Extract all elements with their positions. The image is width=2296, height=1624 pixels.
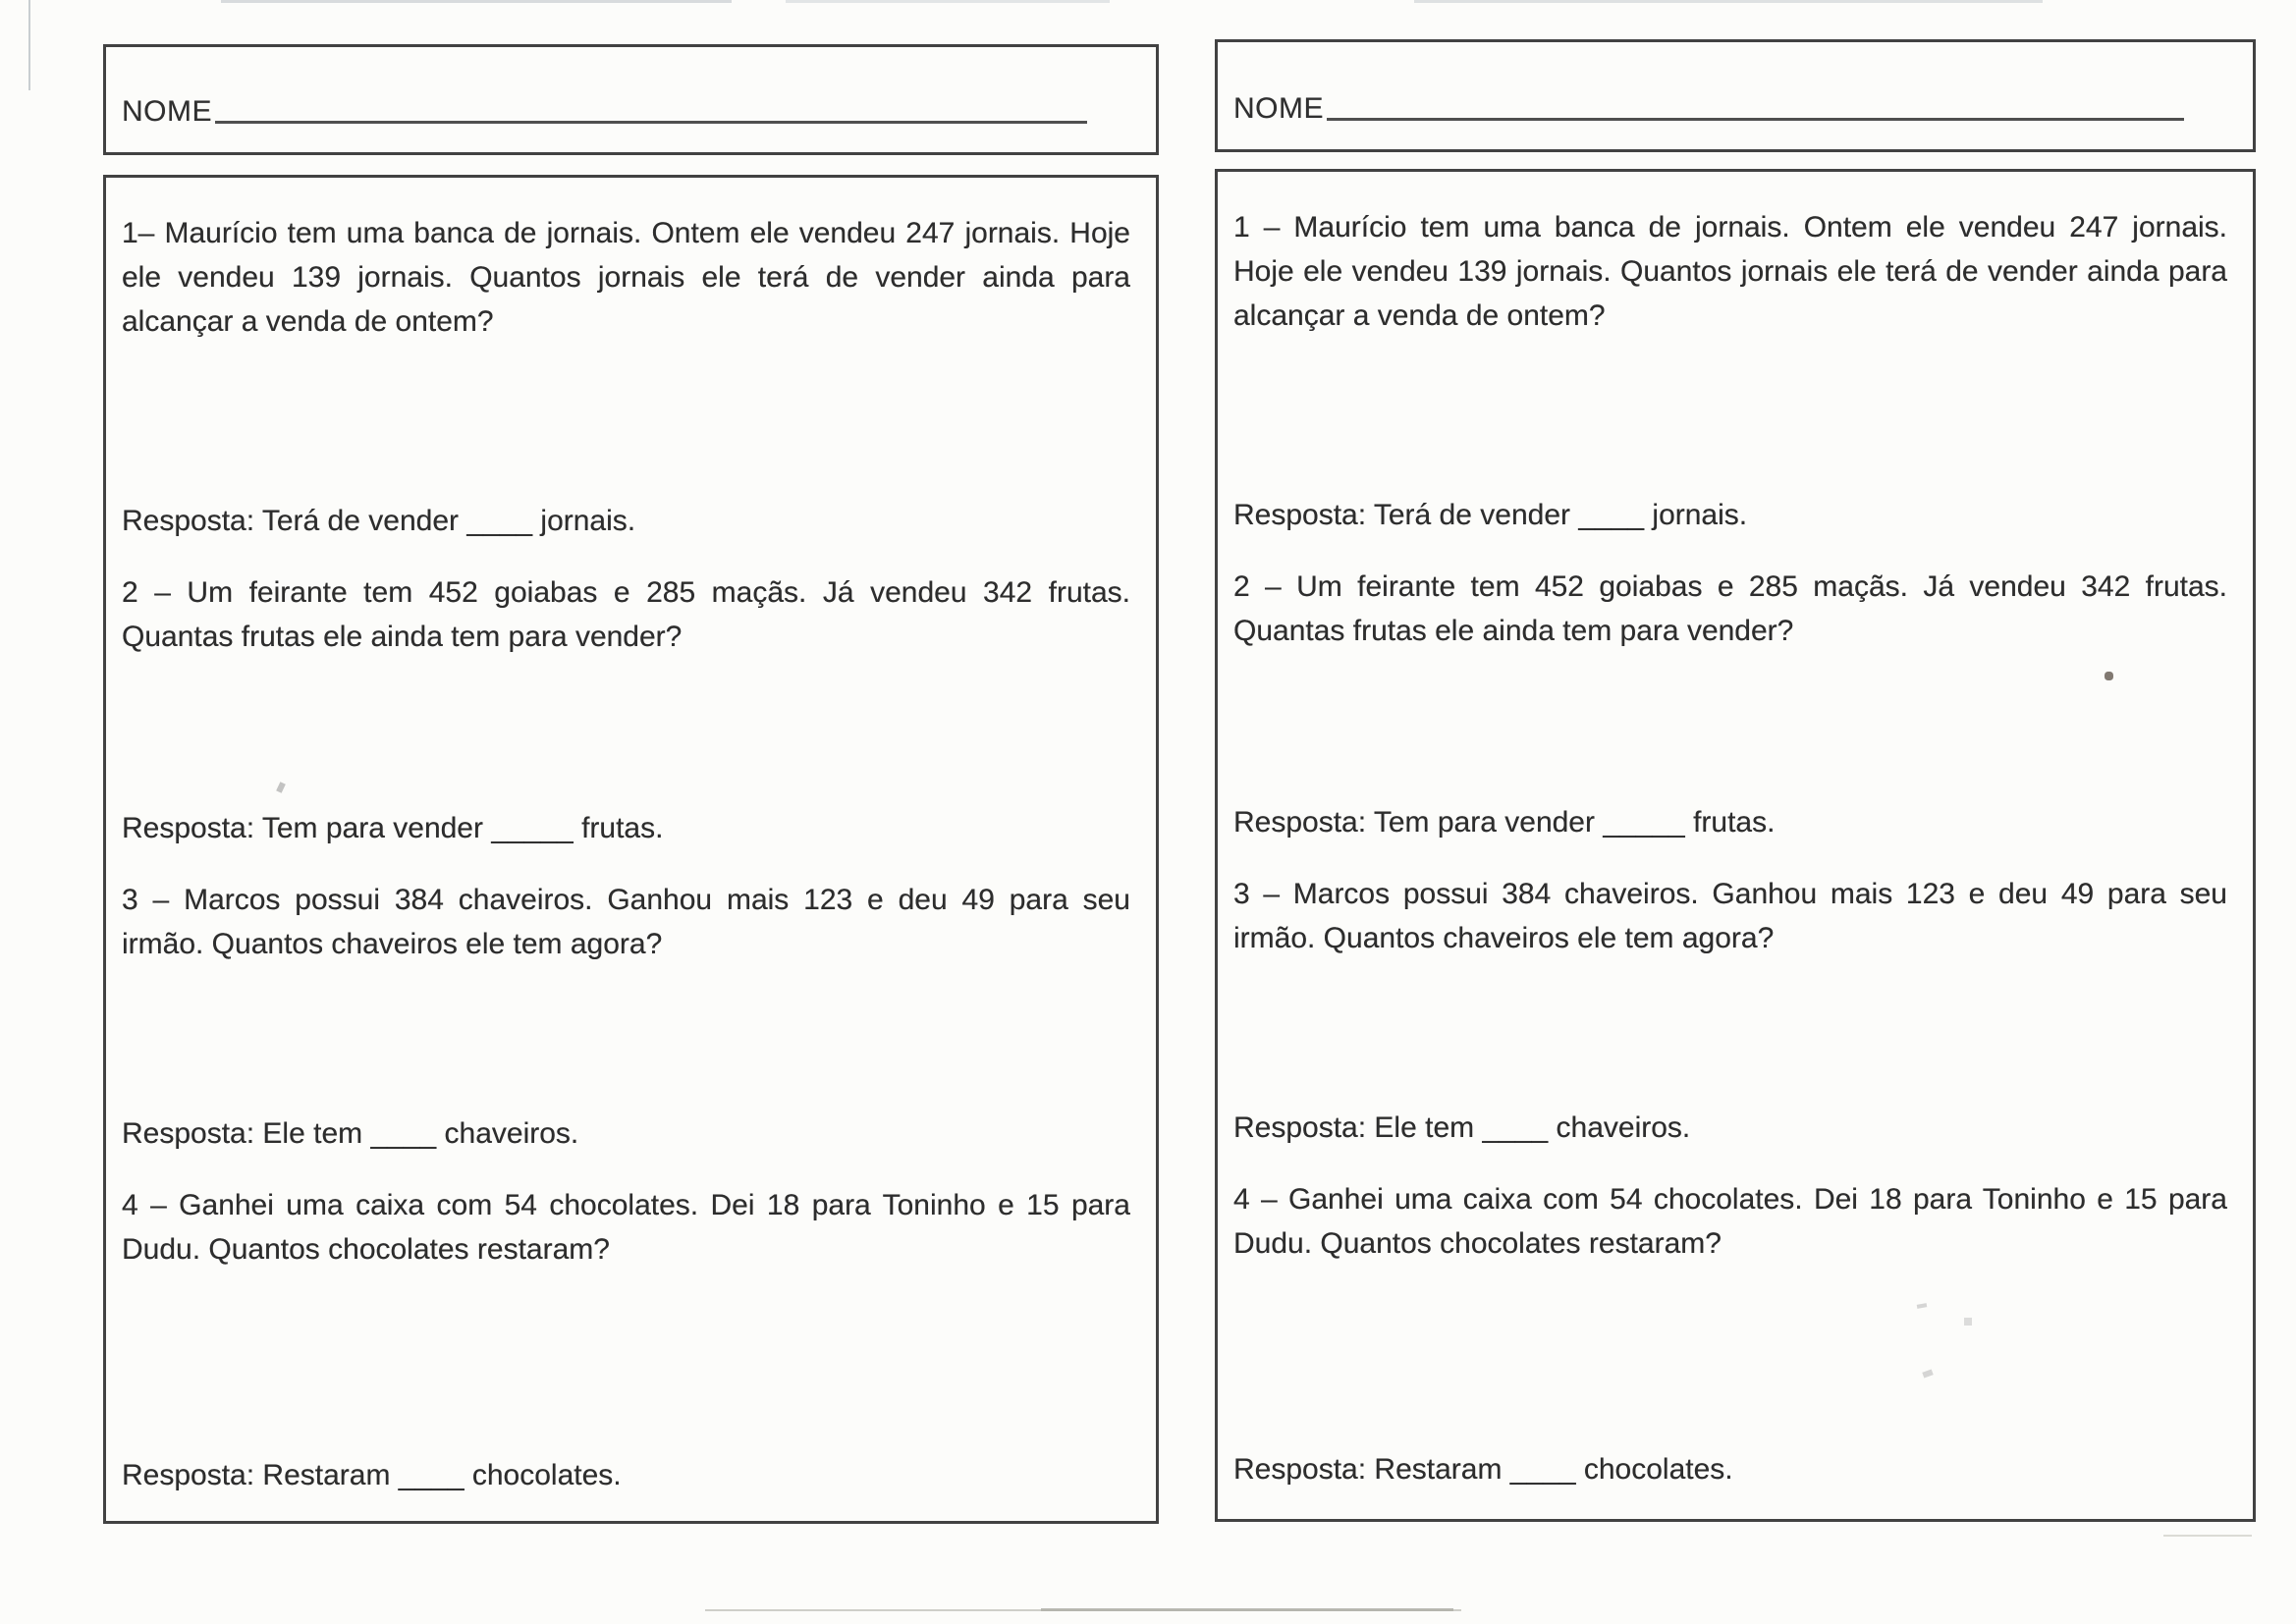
scan-artifact-top-line-2	[786, 0, 1110, 3]
name-label: NOME	[122, 95, 212, 128]
problem-4-resposta: Resposta: Restaram ____ chocolates.	[1233, 1453, 1733, 1486]
problem-2-text: 2 – Um feirante tem 452 goiabas e 285 maçãs. Já vendeu 342 frutas. Quantas frutas ele ainda tem para vender?	[122, 576, 1130, 653]
problem-2-resposta: Resposta: Tem para vender _____ frutas.	[1233, 806, 1776, 839]
name-blank-line	[215, 111, 1087, 124]
scan-artifact-bottom-line-1	[705, 1609, 1461, 1611]
scan-artifact-bottom-line-2	[1041, 1608, 1453, 1611]
problem-3-text: 3 – Marcos possui 384 chaveiros. Ganhou mais 123 e deu 49 para seu irmão. Quantos chaveiros ele tem agora?	[1233, 878, 2227, 954]
problem-4-text: 4 – Ganhei uma caixa com 54 chocolates. Dei 18 para Toninho e 15 para Dudu. Quantos chocolates restaram?	[1233, 1183, 2227, 1260]
name-blank-line	[1327, 108, 2184, 121]
problem-1-text: 1 – Maurício tem uma banca de jornais. Ontem ele vendeu 247 jornais. Hoje ele vendeu 139 jornais. Quantos jornais ele terá de vender ainda para alcançar a venda de ontem?	[1233, 211, 2227, 332]
problem-3-resposta: Resposta: Ele tem ____ chaveiros.	[122, 1117, 579, 1150]
problem-4-text: 4 – Ganhei uma caixa com 54 chocolates. Dei 18 para Toninho e 15 para Dudu. Quantos chocolates restaram?	[122, 1189, 1130, 1266]
problem-4-resposta: Resposta: Restaram ____ chocolates.	[122, 1459, 622, 1491]
problems-box	[103, 175, 1159, 1524]
problem-2-resposta: Resposta: Tem para vender _____ frutas.	[122, 812, 664, 844]
name-box	[103, 44, 1159, 155]
scan-artifact-page-edge	[28, 0, 30, 90]
name-box	[1215, 39, 2256, 152]
problems-box	[1215, 169, 2256, 1522]
scan-artifact-ghost-line	[2163, 1535, 2252, 1537]
problem-3-text: 3 – Marcos possui 384 chaveiros. Ganhou mais 123 e deu 49 para seu irmão. Quantos chaveiros ele tem agora?	[122, 884, 1130, 960]
problem-1-resposta: Resposta: Terá de vender ____ jornais.	[1233, 499, 1748, 531]
problem-1-resposta: Resposta: Terá de vender ____ jornais.	[122, 505, 636, 537]
problem-1-text: 1– Maurício tem uma banca de jornais. Ontem ele vendeu 247 jornais. Hoje ele vendeu 139 jornais. Quantos jornais ele terá de vender ainda para alcançar a venda de ontem?	[122, 217, 1130, 338]
problem-3-resposta: Resposta: Ele tem ____ chaveiros.	[1233, 1111, 1691, 1144]
name-label: NOME	[1233, 92, 1324, 125]
problem-2-text: 2 – Um feirante tem 452 goiabas e 285 maçãs. Já vendeu 342 frutas. Quantas frutas ele ainda tem para vender?	[1233, 570, 2227, 647]
scan-artifact-top-line-3	[1414, 0, 2043, 3]
scan-artifact-top-line-1	[221, 0, 732, 3]
